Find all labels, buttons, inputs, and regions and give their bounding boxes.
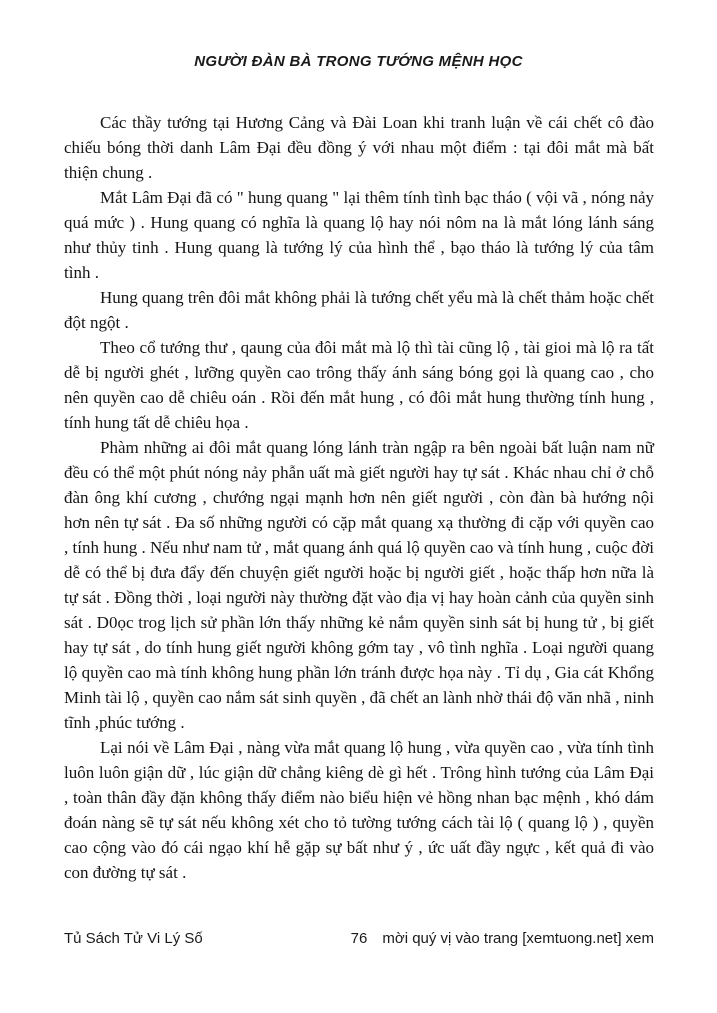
page-footer [64, 930, 654, 947]
paragraph: Theo cổ tướng thư , qaung của đôi mắt mà lộ thì tài cũng lộ , tài gioi mà lộ ra tất dễ bị người ghét , lưỡng quyền cao trông thấy ánh sáng bóng gọi là quang cao , cho nên quyền cao dễ chiêu oán . Rồi đến mắt hung , có đôi mắt hung thường tính hung , tính hung tất dễ chiêu họa . [64, 338, 654, 432]
footer-page-number: 76 [350, 930, 368, 947]
page-title: NGƯỜI ĐÀN BÀ TRONG TƯỚNG MỆNH HỌC [194, 53, 523, 70]
paragraph: Mắt Lâm Đại đã có " hung quang " lại thêm tính tình bạc tháo ( vội vã , nóng nảy quá mức ) . Hung quang có nghĩa là quang lộ hay nói nôm na là mắt lóng lánh sáng như thủy tinh . Hung quang là tướng lý của hình thể , bạo tháo là tướng lý của tâm tình . [64, 188, 654, 282]
paragraph: Hung quang trên đôi mắt không phải là tướng chết yểu mà là chết thảm hoặc chết đột ngột . [64, 288, 654, 332]
paragraph: Phàm những ai đôi mắt quang lóng lánh tràn ngập ra bên ngoài bất luận nam nữ đều có thể một phút nóng nảy phẫn uất mà giết người hay tự sát . Khác nhau chỉ ở chỗ đàn ông khí cương , chướng ngại mạnh hơn nên giết người , còn đàn bà hướng nội hơn nên tự sát . Đa số những người có cặp mắt quang xạ thường đi cặp với quyền cao , tính hung . Nếu như nam tử , mắt quang ánh quá lộ quyền cao và tính hung , cuộc đời dễ có thể bị đưa đẩy đến chuyện giết người hoặc bị người giết , hoặc thấp hơn nữa là tự sát . Đồng thời , loại người này thường đặt vào địa vị hay hoàn cảnh của quyền sinh sát . D0ọc trog lịch sử phần lớn thấy những kẻ nắm quyền sinh sát bị hung tử , bị giết hay tự sát , do tính hung giết người không gớm tay , vô tình nghĩa . Loại người quang lộ quyền cao mà tính không hung phần lớn tránh được họa này . Tỉ dụ , Gia cát Khổng Minh tài lộ , quyền cao nắm sát sinh quyền , đã chết an lành nhờ thái độ văn nhã , ninh tĩnh ,phúc tướng . [64, 438, 654, 732]
paragraph: Các thầy tướng tại Hương Cảng và Đài Loan khi tranh luận về cái chết cô đào chiếu bóng thời danh Lâm Đại đều đồng ý với nhau một điểm : tại đôi mắt mà bất thiện chung . [64, 113, 654, 182]
paragraph: Lại nói về Lâm Đại , nàng vừa mắt quang lộ hung , vừa quyền cao , vừa tính tình luôn luôn giận dữ , lúc giận dữ chẳng kiêng dè gì hết . Trông hình tướng của Lâm Đại , toàn thân đầy đặn không thấy điểm nào biểu hiện vẻ hồng nhan bạc mệnh , khó dám đoán nàng sẽ tự sát nếu không xét cho tỏ tường tướng cách tài lộ ( quang lộ ) , quyền cao cộng vào đó cái ngạo khí hễ gặp sự bất như ý , ức uất đầy ngực , kết quả đi vào con đường tự sát . [64, 738, 654, 882]
footer-site-note: mời quý vị vào trang [xemtuong.net] xem [382, 930, 654, 947]
body-text [64, 110, 654, 885]
footer-series-name: Tủ Sách Tử Vi Lý Số [64, 930, 203, 947]
